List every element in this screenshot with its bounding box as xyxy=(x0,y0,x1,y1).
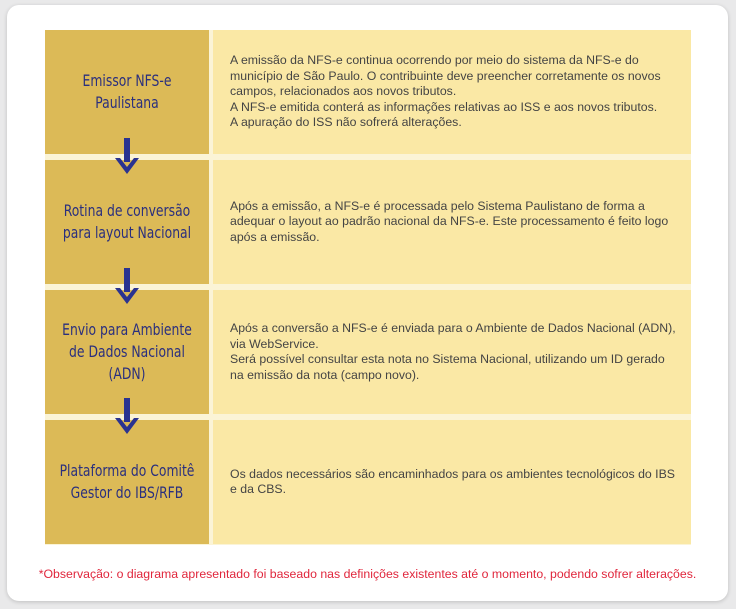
step-description-line: A apuração do ISS não sofrerá alterações. xyxy=(230,115,462,130)
step-description-line: Após a conversão a NFS-e é enviada para o Ambiente de Dados Nacional (ADN), via WebService. xyxy=(230,321,676,351)
step-description-box xyxy=(213,290,691,414)
step-description-box xyxy=(213,30,691,154)
step-description-line: Após a emissão, a NFS-e é processada pelo Sistema Paulistano de forma a adequar o layout ao padrão nacional da NFS-e. Este processamento é feito logo após a emissão. xyxy=(230,198,669,244)
flow-diagram xyxy=(45,30,691,545)
step-emissor xyxy=(45,30,691,154)
step-title: Envio para Ambiente de Dados Nacional (ADN) xyxy=(62,320,192,383)
step-title-box xyxy=(45,420,209,544)
step-description-box xyxy=(213,160,691,284)
arrow-down-icon xyxy=(114,398,140,436)
arrow-down-icon xyxy=(114,268,140,306)
step-description-line: Será possível consultar esta nota no Sistema Nacional, utilizando um ID gerado na emissão da nota (campo novo). xyxy=(230,352,665,382)
step-description-line: A NFS-e emitida conterá as informações relativas ao ISS e aos novos tributos. xyxy=(230,99,658,114)
step-title: Plataforma do Comitê Gestor do IBS/RFB xyxy=(59,461,195,502)
step-comite-gestor xyxy=(45,420,691,544)
arrow-down-icon xyxy=(114,138,140,176)
step-description-line: Os dados necessários são encaminhados para os ambientes tecnológicos do IBS e da CBS. xyxy=(230,466,675,496)
step-title: Rotina de conversão para layout Nacional xyxy=(62,201,192,242)
step-title-box xyxy=(45,160,209,284)
step-description-box xyxy=(213,420,691,544)
footnote: *Observação: o diagrama apresentado foi baseado nas definições existentes até o momento, podendo sofrer alterações. xyxy=(38,567,697,581)
step-conversao xyxy=(45,160,691,284)
step-description-line: A emissão da NFS-e continua ocorrendo por meio do sistema da NFS-e do município de São Paulo. O contribuinte deve preencher corretamente os novos campos, relacionados aos novos tributos. xyxy=(230,53,661,99)
step-title-box xyxy=(45,30,209,154)
step-title: Emissor NFS-e Paulistana xyxy=(82,71,172,112)
step-title-box xyxy=(45,290,209,414)
step-envio-adn xyxy=(45,290,691,414)
